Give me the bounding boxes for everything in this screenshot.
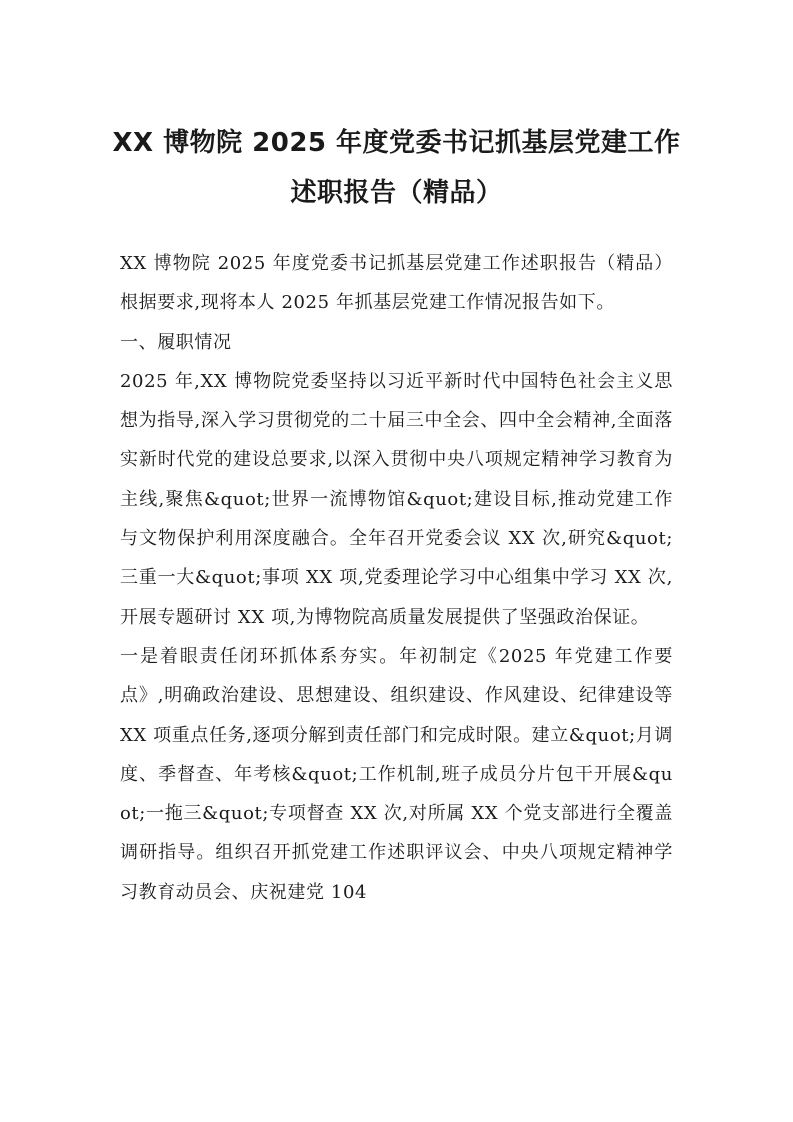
document-title: XX 博物院 2025 年度党委书记抓基层党建工作述职报告（精品） [112,128,681,208]
document-body [120,244,673,912]
section-heading-duties: 一、履职情况 [120,331,232,353]
paragraph-intro: XX 博物院 2025 年度党委书记抓基层党建工作述职报告（精品）根据要求,现将本人 2025 年抓基层党建工作情况报告如下。 [120,253,673,314]
paragraph-overview: 2025 年,XX 博物院党委坚持以习近平新时代中国特色社会主义思想为指导,深入学习贯彻党的二十届三中全会、四中全会精神,全面落实新时代党的建设总要求,以深入贯彻中央八项规定精神学习教育为主线,聚焦&quot;世界一流博物馆&quot;建设目标,推动党建工作与文物保护利用深度融合。全年召开党委会议 XX 次,研究&quot;三重一大&quot;事项 XX 项,党委理论学习中心组集中学习 XX 次,开展专题研讨 XX 项,为博物院高质量发展提供了坚强政治保证。 [120,370,673,628]
paragraph-point-one: 一是着眼责任闭环抓体系夯实。年初制定《2025 年党建工作要点》,明确政治建设、思想建设、组织建设、作风建设、纪律建设等 XX 项重点任务,逐项分解到责任部门和完成时限。建立&quot;月调度、季督查、年考核&quot;工作机制,班子成员分片包干开展&quot;一拖三&quot;专项督查 XX 次,对所属 XX 个党支部进行全覆盖调研指导。组织召开抓党建工作述职评议会、中央八项规定精神学习教育动员会、庆祝建党 104 [120,645,673,903]
